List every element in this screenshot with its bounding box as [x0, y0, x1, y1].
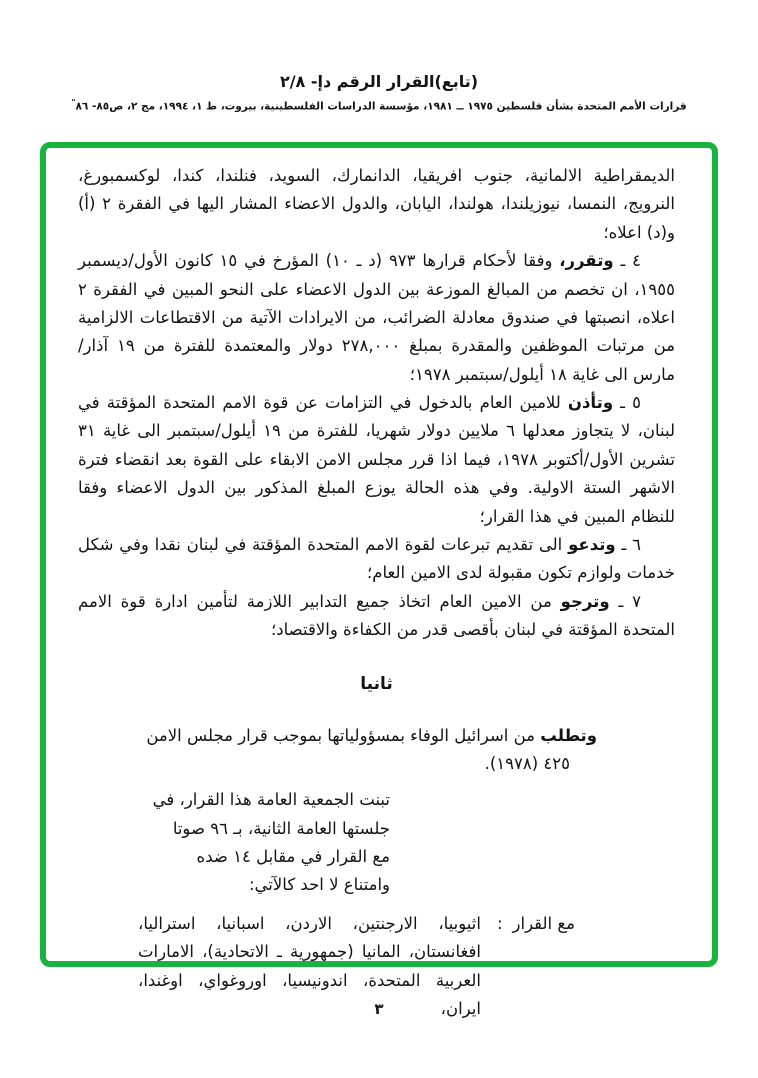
vote-label-colon: : [496, 913, 503, 933]
citation-text: قرارات الأمم المتحدة بشأن فلسطين ١٩٧٥ ــ ١٩٨١، مؤسسة الدراسات الفلسطينية، بيروت، ط ١، ١٩٩٤، مج ٢، ص٨٥- ٨٦ [75, 100, 687, 113]
clause-lead-word: وتدعو [568, 534, 616, 554]
vote-summary-line: مع القرار في مقابل ١٤ ضده [196, 847, 390, 867]
clause-4 [78, 247, 675, 389]
resolution-title: (تابع)القرار الرقم دإ- ٢/٨ [279, 72, 479, 91]
resolution-body [78, 162, 675, 1023]
paragraph-continuation: الديمقراطية الالمانية، جنوب افريقيا، الدانمارك، السويد، فنلندا، كندا، لوكسمبورغ، النرويج، النمسا، نيوزيلندا، هولندا، اليابان، والدول الاعضاء المشار اليها في الفقرة ٢ (أ) و(د) اعلاه؛ [78, 166, 675, 242]
clause-lead-word: وتقرر، [559, 251, 614, 271]
clause-lead-word: وتأذن [567, 393, 614, 412]
page-header [0, 72, 758, 113]
vote-summary-block [78, 786, 390, 900]
clause-text: للامين العام بالدخول في التزامات عن قوة الامم المتحدة المؤقتة في لبنان، لا يتجاوز معدلها ٦ ملايين دولار شهريا، للفترة من ١٩ أيلول/سبتمبر الى غاية ٣١ تشرين الأول/أكتوبر ١٩٧٨، فيما اذا قرر مجلس الامن الابقاء على القوة بعد انقضاء فترة الاشهر الستة الاولية. وفي هذه الحالة يوزع المبلغ المذكور بين الدول الاعضاء وفقا للنظام المبين في هذا القرار؛ [78, 393, 675, 526]
page-number: ٣ [374, 1000, 384, 1018]
demand-text: من اسرائيل الوفاء بمسؤولياتها بموجب قرار مجلس الامن [146, 725, 541, 745]
vote-for-label: مع القرار: [496, 913, 575, 933]
clause-text: الى تقديم تبرعات لقوة الامم المتحدة المؤقتة في لبنان نقدا وفي شكل خدمات ولوازم تكون مقبولة لدى الامين العام؛ [78, 534, 675, 583]
clause-number: ٦ ـ [615, 534, 642, 554]
clause-lead-word: وترجو [560, 591, 610, 611]
green-border-frame [40, 142, 718, 1018]
clause-text: وفقا لأحكام قرارها ٩٧٣ (د ـ ١٠) المؤرخ في ١٥ كانون الأول/ديسمبر ١٩٥٥، ان تخصم من المبالغ الموزعة بين الدول الاعضاء على النحو المبين في الفقرة ٢ اعلاه، انصبتها في صندوق معادلة الضرائب، من الايرادات الآتية من الاقتطاعات الالزامية من مرتبات الموظفين والمقدرة بمبلغ ٢٧٨,٠٠٠ دولار والمعتمدة للفترة من ١٩ آذار/مارس الى غاية ١٨ أيلول/سبتمبر ١٩٧٨؛ [78, 251, 675, 384]
clause-number: ٥ ـ [613, 393, 641, 412]
source-citation [0, 98, 758, 113]
vote-summary-line: تبنت الجمعية العامة هذا القرار، في [152, 790, 390, 810]
demand-paragraph [78, 722, 597, 750]
clause-number: ٤ ـ [613, 251, 641, 271]
vote-for-countries: اثيوبيا، الارجنتين، الاردن، اسبانيا، استراليا، افغانستان، المانيا (جمهورية ـ الاتحادية)، الامارات العربية المتحدة، اندونيسيا، اوروغواي، اوغندا، ايران، [138, 913, 481, 1018]
clause-7 [78, 588, 675, 645]
footnote-mark: " [71, 98, 76, 107]
section-heading: ثانيا [360, 674, 393, 695]
demand-lead-word: وتطلب [540, 725, 597, 745]
demand-resolution-number: ٤٢٥ (١٩٧٨). [484, 753, 570, 773]
clause-text: من الامين العام اتخاذ جميع التدابير اللازمة لتأمين ادارة قوة الامم المتحدة المؤقتة في لبنان بأقصى قدر من الكفاءة والاقتصاد؛ [78, 591, 675, 639]
clause-6 [78, 531, 675, 588]
clause-number: ٧ ـ [609, 591, 641, 611]
vote-summary-line: وامتناع لا احد كالآتي: [248, 875, 390, 895]
vote-summary-line: جلستها العامة الثانية، بـ ٩٦ صوتا [172, 818, 390, 838]
clause-5 [78, 389, 675, 531]
